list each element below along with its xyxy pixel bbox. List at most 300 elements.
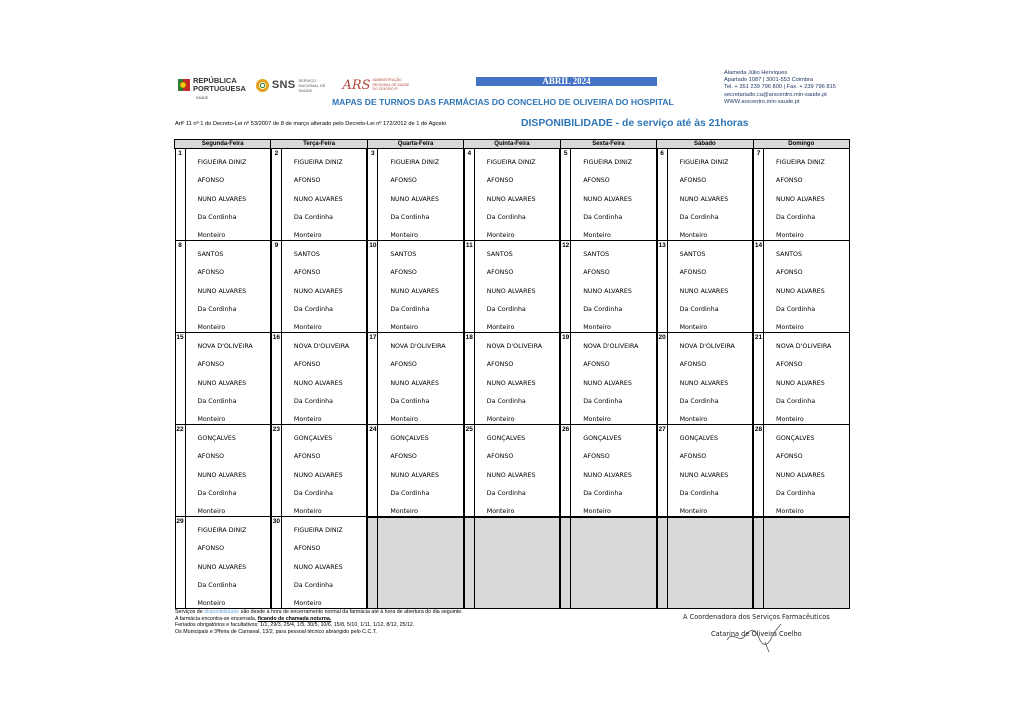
calendar-cell (657, 517, 753, 609)
pharmacy-name: NUNO ALVARES (583, 379, 632, 387)
pharmacy-name: AFONSO (486, 453, 514, 461)
pharmacy-list (390, 250, 439, 341)
day-number: 7 (754, 149, 764, 241)
pharmacy-name: Da Cordinha (197, 489, 237, 497)
pharmacy-list (390, 158, 439, 249)
calendar-body (175, 149, 850, 610)
empty-day-cell (464, 517, 560, 609)
weekday-header: Quarta-Feira (367, 140, 463, 149)
day-number: 10 (368, 241, 378, 333)
calendar-cell (271, 149, 367, 242)
pharmacy-name: NUNO ALVARES (293, 379, 343, 387)
day-number: 17 (368, 333, 378, 425)
pharmacy-name: Monteiro (197, 508, 226, 516)
calendar-cell (367, 517, 463, 609)
duty-pharmacy: SANTOS (293, 251, 320, 258)
pharmacy-name: AFONSO (679, 269, 707, 277)
pharmacy-name: Monteiro (197, 600, 226, 608)
calendar-cell (175, 333, 271, 425)
calendar-cell (367, 333, 463, 425)
day-cell (367, 149, 463, 241)
pharmacy-name: AFONSO (197, 177, 225, 185)
footnote-holidays: Feriados obrigatórios e facultativos: 1/1, 29/3, 25/4, 1/5, 30/5, 10/6, 15/8, 5/10, 1/11, 1/12, 8/12, 25/12. (175, 622, 415, 628)
pharmacy-name: NUNO ALVARES (197, 287, 247, 295)
pharmacy-name: NUNO ALVARES (293, 563, 343, 571)
pharmacy-list (294, 526, 343, 617)
pharmacy-name: Monteiro (293, 416, 322, 424)
day-number: 12 (561, 241, 571, 333)
duty-pharmacy: GONÇALVES (293, 435, 333, 442)
calendar-week-row (175, 241, 850, 333)
pharmacy-name: Da Cordinha (197, 397, 237, 405)
duty-pharmacy: SANTOS (197, 251, 224, 258)
pharmacy-name: Monteiro (390, 232, 419, 240)
pharmacy-list (198, 250, 247, 341)
sns-circle-icon (256, 79, 269, 92)
day-cell (367, 241, 463, 333)
pharmacy-list (583, 342, 638, 433)
pharmacy-list (294, 250, 343, 341)
sns-label: SNS (271, 79, 296, 91)
pharmacy-list (390, 434, 439, 525)
pharmacy-name: Monteiro (197, 416, 226, 424)
day-number: 13 (658, 241, 668, 333)
calendar-cell (464, 149, 560, 242)
pharmacy-name: NUNO ALVARES (583, 471, 632, 479)
pharmacy-name: Monteiro (679, 508, 708, 516)
pharmacy-name: NUNO ALVARES (583, 195, 632, 203)
duty-pharmacy: NOVA D'OLIVEIRA (776, 343, 832, 350)
pharmacy-name: Da Cordinha (390, 397, 430, 405)
pharmacy-name: NUNO ALVARES (776, 379, 825, 387)
pharmacy-name: Da Cordinha (776, 489, 816, 497)
pharmacy-name: Da Cordinha (583, 213, 623, 221)
republica-line2: PORTUGUESA (193, 84, 246, 93)
calendar-cell (464, 241, 560, 333)
pharmacy-name: NUNO ALVARES (486, 471, 536, 479)
pharmacy-name: AFONSO (679, 453, 707, 461)
pharmacy-name: Da Cordinha (390, 305, 430, 313)
footnote-highlight: disponibilidade (204, 609, 240, 615)
duty-pharmacy: SANTOS (776, 251, 802, 258)
day-cell (753, 149, 849, 241)
duty-pharmacy: FIGUEIRA DINIZ (197, 159, 247, 166)
pharmacy-name: NUNO ALVARES (293, 471, 343, 479)
duty-pharmacy: NOVA D'OLIVEIRA (390, 343, 446, 350)
pharmacy-list (680, 250, 729, 341)
day-number: 27 (658, 425, 668, 517)
pharmacy-name: AFONSO (776, 269, 803, 277)
pharmacy-name: Da Cordinha (293, 213, 333, 221)
pharmacy-list (198, 158, 247, 249)
calendar-cell (657, 425, 753, 517)
duty-pharmacy: SANTOS (486, 251, 513, 258)
address-website: WWW.arscentro.min-saude.pt (724, 98, 800, 105)
calendar-week-row (175, 517, 850, 609)
day-cell (657, 333, 753, 425)
republica-sublabel: SAÚDE (196, 96, 209, 100)
pharmacy-name: Monteiro (197, 232, 226, 240)
pharmacy-name: Da Cordinha (679, 305, 719, 313)
sns-logo (256, 78, 329, 93)
calendar-cell (271, 241, 367, 333)
ars-logo (342, 78, 412, 93)
pharmacy-name: NUNO ALVARES (776, 287, 825, 295)
empty-day-cell (560, 517, 656, 609)
republica-logo (178, 77, 246, 93)
pharmacy-name: AFONSO (679, 177, 707, 185)
weekday-header: Quinta-Feira (464, 140, 560, 149)
duty-pharmacy: NOVA D'OLIVEIRA (197, 343, 253, 350)
empty-day-number (754, 518, 764, 608)
day-number: 20 (658, 333, 668, 425)
pharmacy-list (680, 158, 729, 249)
calendar-cell (657, 149, 753, 242)
pharmacy-name: Da Cordinha (776, 213, 816, 221)
pharmacy-list (198, 342, 253, 433)
weekday-header: Terça-Feira (271, 140, 367, 149)
day-number: 19 (561, 333, 571, 425)
pharmacy-name: Monteiro (583, 508, 611, 516)
pharmacy-name: Monteiro (390, 416, 419, 424)
day-cell (464, 333, 560, 425)
pharmacy-name: NUNO ALVARES (390, 195, 440, 203)
pharmacy-name: AFONSO (390, 453, 417, 461)
pharmacy-name: Da Cordinha (776, 305, 816, 313)
calendar-cell (464, 517, 560, 609)
day-number: 16 (272, 333, 282, 425)
pharmacy-list (776, 342, 831, 433)
pharmacy-name: NUNO ALVARES (197, 195, 247, 203)
pharmacy-name: NUNO ALVARES (679, 195, 729, 203)
day-cell (753, 425, 849, 517)
pharmacy-name: NUNO ALVARES (583, 287, 632, 295)
pharmacy-name: Monteiro (293, 232, 322, 240)
duty-pharmacy: FIGUEIRA DINIZ (390, 159, 440, 166)
republica-line1: REPÚBLICA (193, 76, 237, 85)
pharmacy-list (198, 434, 247, 525)
duty-pharmacy: FIGUEIRA DINIZ (293, 527, 343, 534)
day-cell (753, 241, 849, 333)
day-number: 18 (465, 333, 475, 425)
calendar-week-row (175, 333, 850, 425)
day-cell (657, 149, 753, 241)
pharmacy-name: NUNO ALVARES (776, 471, 825, 479)
day-number: 25 (465, 425, 475, 517)
address-email: secretariado.ca@arscentro.min-saude.pt (724, 91, 827, 98)
day-cell (271, 517, 367, 609)
duty-pharmacy: GONÇALVES (197, 435, 236, 442)
pharmacy-name: Monteiro (583, 232, 611, 240)
calendar-cell (753, 333, 849, 425)
day-cell (560, 333, 656, 425)
pharmacy-name: AFONSO (197, 545, 225, 553)
footnote-municipal: Os Municipais e 3ªfeira de Carnaval, 13/2, para pessoal técnico abrangido pelo C.C.T. (175, 628, 377, 635)
day-number: 14 (754, 241, 764, 333)
calendar-cell (657, 333, 753, 425)
pharmacy-name: Da Cordinha (293, 489, 333, 497)
coordinator-title: A Coordenadora dos Serviços Farmacêuticos (683, 613, 830, 621)
pharmacy-name: AFONSO (197, 269, 225, 277)
pharmacy-name: NUNO ALVARES (293, 287, 343, 295)
pharmacy-name: Monteiro (679, 416, 708, 424)
calendar-cell (271, 333, 367, 425)
day-cell (175, 241, 271, 333)
calendar-cell (367, 241, 463, 333)
pharmacy-name: Da Cordinha (293, 397, 333, 405)
duty-pharmacy: FIGUEIRA DINIZ (197, 527, 247, 534)
duty-pharmacy: NOVA D'OLIVEIRA (293, 343, 350, 350)
pharmacy-list (680, 434, 729, 525)
pharmacy-name: Monteiro (486, 324, 515, 332)
pharmacy-name: Monteiro (776, 232, 804, 240)
pharmacy-name: AFONSO (293, 361, 321, 369)
pharmacy-name: AFONSO (583, 177, 610, 185)
calendar-cell (367, 425, 463, 517)
pharmacy-list (198, 526, 247, 617)
logos-bar (178, 74, 413, 96)
calendar-cell (271, 425, 367, 517)
pharmacy-name: NUNO ALVARES (390, 471, 440, 479)
pharmacy-name: Da Cordinha (486, 305, 526, 313)
day-cell (560, 241, 656, 333)
pharmacy-name: Monteiro (293, 324, 322, 332)
day-number: 28 (754, 425, 764, 517)
pharmacy-list (294, 434, 343, 525)
day-number: 15 (176, 333, 186, 425)
pharmacy-name: Monteiro (293, 508, 322, 516)
pharmacy-list (583, 434, 632, 525)
pharmacy-list (583, 250, 632, 341)
availability-heading: DISPONIBILIDADE - de serviço até às 21horas (521, 118, 749, 129)
footnote-text: A farmácia encontra-se encerrada, (175, 615, 258, 622)
day-cell (367, 333, 463, 425)
day-cell (175, 333, 271, 425)
pharmacy-name: Da Cordinha (486, 213, 526, 221)
footnote-emphasis: ficando de chamada noturna. (257, 615, 332, 622)
pharmacy-name: Da Cordinha (679, 213, 719, 221)
calendar-week-row (175, 149, 850, 242)
pharmacy-name: NUNO ALVARES (390, 379, 440, 387)
duty-pharmacy: FIGUEIRA DINIZ (583, 159, 633, 166)
pharmacy-name: AFONSO (293, 453, 321, 461)
pharmacy-list (390, 342, 445, 433)
pharmacy-name: Monteiro (776, 508, 804, 516)
pharmacy-name: Da Cordinha (679, 489, 719, 497)
empty-day-number (465, 518, 475, 608)
weekday-header: Domingo (753, 140, 849, 149)
sns-sublabel: SERVIÇO NACIONAL DE SAÚDE (298, 77, 326, 93)
empty-day-cell (753, 517, 849, 609)
duty-pharmacy: GONÇALVES (583, 435, 622, 442)
coordinator-name: Catarina de Oliveira Coelho (711, 630, 802, 638)
pharmacy-name: AFONSO (776, 453, 803, 461)
day-cell (464, 425, 560, 517)
pharmacy-name: Da Cordinha (679, 397, 719, 405)
pharmacy-name: Da Cordinha (293, 581, 333, 589)
pharmacy-name: NUNO ALVARES (390, 287, 440, 295)
empty-day-number (561, 518, 571, 608)
day-number: 11 (465, 241, 475, 333)
weekday-header: Sábado (657, 140, 753, 149)
pharmacy-name: Da Cordinha (197, 213, 237, 221)
pharmacy-list (294, 158, 343, 249)
footnotes (175, 609, 463, 635)
pharmacy-list (487, 250, 536, 341)
pharmacy-name: NUNO ALVARES (679, 471, 729, 479)
pharmacy-name: NUNO ALVARES (197, 471, 247, 479)
pharmacy-list (680, 342, 735, 433)
address-block (724, 70, 836, 106)
calendar-cell (657, 241, 753, 333)
day-number: 3 (368, 149, 378, 241)
day-number: 29 (176, 517, 186, 609)
pharmacy-name: Monteiro (486, 416, 515, 424)
legal-reference: Artº 11 nº 1 do Decreto-Lei nº 53/2007 de 8 de março alterado pelo Decreto-Lei nº 172/2012 de 1 de Agosto (175, 121, 447, 127)
day-number: 6 (658, 149, 668, 241)
day-cell (271, 425, 367, 517)
pharmacy-name: Monteiro (776, 324, 804, 332)
pharmacy-name: Monteiro (776, 416, 804, 424)
day-number: 30 (272, 517, 282, 609)
day-number: 9 (272, 241, 282, 333)
duty-pharmacy: FIGUEIRA DINIZ (293, 159, 343, 166)
pharmacy-name: NUNO ALVARES (679, 287, 729, 295)
day-number: 4 (465, 149, 475, 241)
pharmacy-list (776, 158, 825, 249)
pharmacy-name: AFONSO (390, 361, 417, 369)
calendar-cell (753, 517, 849, 609)
empty-day-number (368, 518, 378, 608)
calendar-cell (367, 149, 463, 242)
pharmacy-name: Da Cordinha (390, 489, 430, 497)
duty-pharmacy: NOVA D'OLIVEIRA (486, 343, 543, 350)
day-cell (464, 241, 560, 333)
pharmacy-name: Monteiro (583, 416, 611, 424)
pharmacy-list (487, 342, 542, 433)
pharmacy-name: AFONSO (583, 361, 610, 369)
month-title: ABRIL 2024 (476, 77, 657, 86)
address-line: Alameda Júlio Henriques (724, 70, 788, 76)
day-cell (175, 517, 271, 609)
calendar-cell (175, 517, 271, 609)
duty-pharmacy: SANTOS (679, 251, 706, 258)
duty-pharmacy: NOVA D'OLIVEIRA (679, 343, 735, 350)
day-number: 1 (176, 149, 186, 241)
calendar-cell (175, 149, 271, 242)
pharmacy-name: AFONSO (486, 361, 514, 369)
calendar-cell (175, 425, 271, 517)
calendar-cell (560, 517, 656, 609)
weekday-header-row (175, 140, 850, 149)
address-line: Tel. + 351 239 796 800 | Fax. + 239 796 815 (724, 84, 836, 91)
duty-pharmacy: FIGUEIRA DINIZ (679, 159, 729, 166)
day-cell (560, 149, 656, 241)
pharmacy-list (776, 434, 825, 525)
pharmacy-name: NUNO ALVARES (679, 379, 729, 387)
portugal-flag-icon (178, 77, 190, 93)
pharmacy-name: AFONSO (390, 177, 417, 185)
duty-pharmacy: GONÇALVES (486, 435, 526, 442)
ars-label: ARS (342, 77, 371, 93)
day-cell (657, 425, 753, 517)
day-cell (271, 149, 367, 241)
day-number: 26 (561, 425, 571, 517)
pharmacy-name: AFONSO (293, 545, 321, 553)
pharmacy-name: Monteiro (486, 508, 515, 516)
calendar-cell (175, 241, 271, 333)
day-cell (271, 241, 367, 333)
day-cell (175, 425, 271, 517)
empty-day-number (658, 518, 668, 608)
duty-pharmacy: FIGUEIRA DINIZ (776, 159, 825, 166)
day-number: 8 (176, 241, 186, 333)
pharmacy-name: Da Cordinha (486, 489, 526, 497)
duty-pharmacy: GONÇALVES (390, 435, 429, 442)
shift-calendar (174, 139, 850, 609)
calendar-cell (271, 517, 367, 609)
calendar-cell (464, 333, 560, 425)
calendar-cell (753, 149, 849, 242)
pharmacy-name: Da Cordinha (197, 581, 237, 589)
page-title: MAPAS DE TURNOS DAS FARMÁCIAS DO CONCELHO DE OLIVEIRA DO HOSPITAL (332, 97, 674, 107)
pharmacy-name: NUNO ALVARES (293, 195, 343, 203)
calendar-cell (464, 425, 560, 517)
day-cell (560, 425, 656, 517)
duty-pharmacy: SANTOS (390, 251, 417, 258)
pharmacy-name: NUNO ALVARES (486, 195, 536, 203)
day-number: 5 (561, 149, 571, 241)
pharmacy-name: NUNO ALVARES (197, 563, 247, 571)
calendar-cell (560, 425, 656, 517)
pharmacy-name: Monteiro (679, 232, 708, 240)
pharmacy-name: Da Cordinha (486, 397, 526, 405)
pharmacy-name: Da Cordinha (197, 305, 237, 313)
pharmacy-list (294, 342, 349, 433)
pharmacy-list (583, 158, 632, 249)
day-cell (657, 241, 753, 333)
empty-day-cell (367, 517, 463, 609)
pharmacy-name: Monteiro (583, 324, 611, 332)
pharmacy-name: AFONSO (583, 453, 610, 461)
pharmacy-name: Monteiro (390, 324, 419, 332)
day-number: 24 (368, 425, 378, 517)
pharmacy-name: AFONSO (197, 361, 225, 369)
pharmacy-list (487, 434, 536, 525)
day-cell (753, 333, 849, 425)
pharmacy-name: Monteiro (679, 324, 708, 332)
duty-pharmacy: FIGUEIRA DINIZ (486, 159, 536, 166)
pharmacy-name: NUNO ALVARES (486, 287, 536, 295)
pharmacy-name: AFONSO (390, 269, 417, 277)
duty-pharmacy: GONÇALVES (679, 435, 718, 442)
pharmacy-name: Monteiro (390, 508, 419, 516)
day-number: 2 (272, 149, 282, 241)
day-cell (367, 425, 463, 517)
pharmacy-name: AFONSO (776, 177, 803, 185)
day-number: 22 (176, 425, 186, 517)
pharmacy-name: Monteiro (197, 324, 226, 332)
footnote-text: são desde a hora de encerramento normal da farmácia até à hora de abertura do dia seguinte. (239, 609, 463, 615)
ars-sublabel: ADMINISTRAÇÃO REGIONAL DE SAÚDE DO CENTRO IP (372, 78, 410, 92)
calendar-cell (753, 425, 849, 517)
pharmacy-name: AFONSO (486, 269, 514, 277)
pharmacy-name: Monteiro (486, 232, 515, 240)
pharmacy-name: Da Cordinha (583, 305, 623, 313)
pharmacy-name: AFONSO (197, 453, 225, 461)
day-cell (464, 149, 560, 241)
pharmacy-name: Da Cordinha (776, 397, 816, 405)
